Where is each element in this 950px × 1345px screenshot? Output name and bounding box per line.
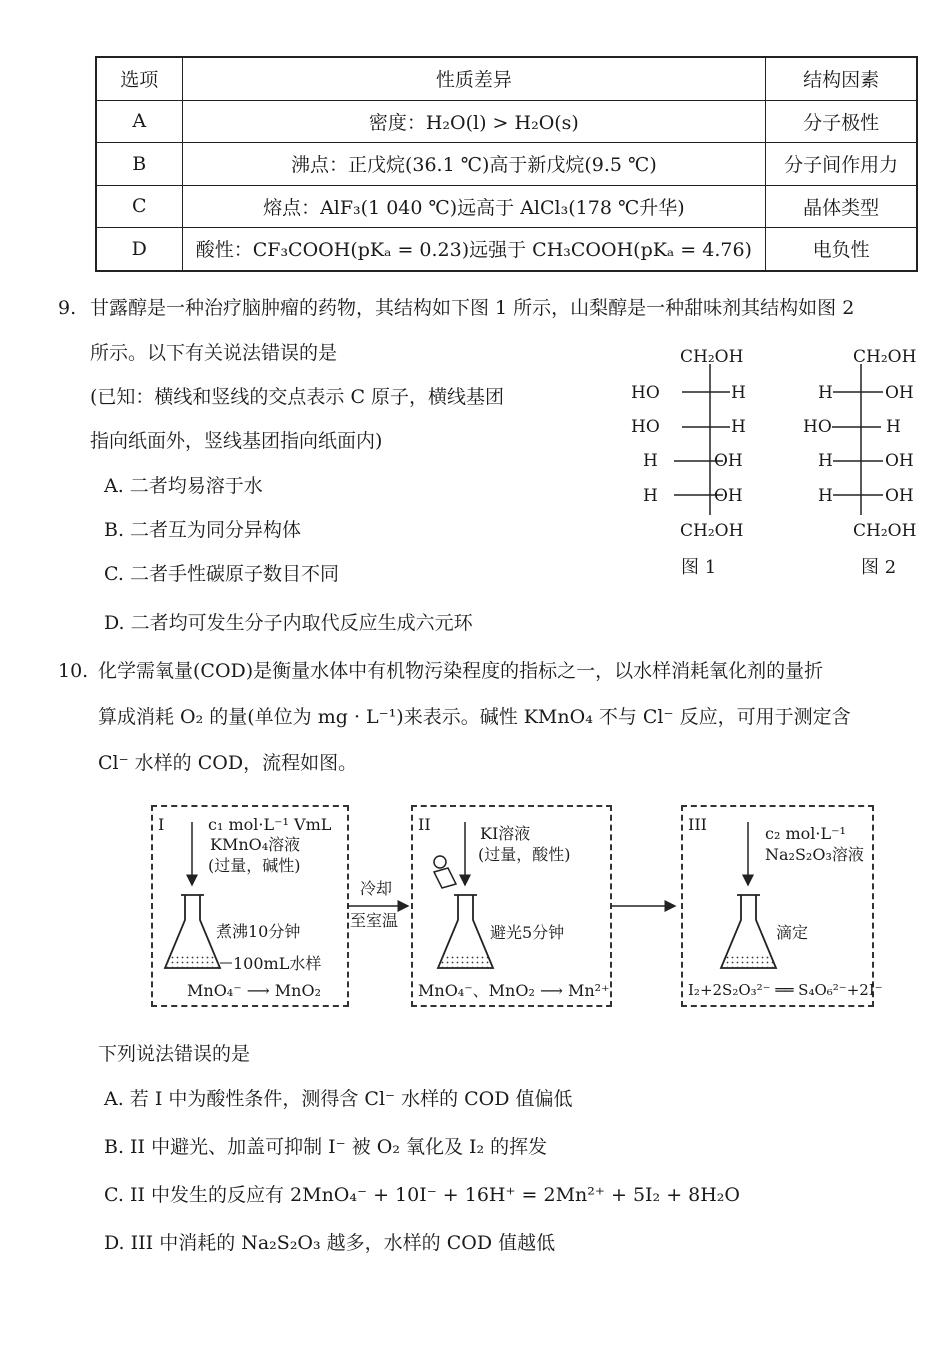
fig2-row2-right: H xyxy=(886,417,901,437)
row-option: A xyxy=(96,100,182,143)
q9-stem-line1: 甘露醇是一种治疗脑肿瘤的药物，其结构如下图 1 所示，山梨醇是一种甜味剂其结构如图 2 xyxy=(90,297,855,319)
fig2-row1-left: H xyxy=(818,383,833,403)
fig1-row4-left: H xyxy=(643,486,658,506)
row-property: 酸性：CF₃COOH(pKₐ = 0.23)远强于 CH₃COOH(pKₐ = 4.76) xyxy=(182,228,766,271)
table-row xyxy=(96,100,917,143)
fig2-bottom-group: CH₂OH xyxy=(853,521,917,541)
fig2-bonds xyxy=(795,340,935,550)
fig1-row1-left: HO xyxy=(631,383,660,403)
box3-reagent-concentration: c₂ mol·L⁻¹ xyxy=(765,824,846,843)
box1-reagent-concentration: c₁ mol·L⁻¹ VmL xyxy=(208,815,332,834)
q9-option-c: C. 二者手性碳原子数目不同 xyxy=(104,563,339,585)
flask-2 xyxy=(438,895,493,968)
row-factor: 电负性 xyxy=(766,228,917,271)
q10-option-d: D. III 中消耗的 Na₂S₂O₃ 越多，水样的 COD 值越低 xyxy=(104,1232,556,1254)
fig2-row4-left: H xyxy=(818,486,833,506)
row-property: 沸点：正戊烷(36.1 ℃)高于新戊烷(9.5 ℃) xyxy=(182,143,766,186)
row-option: C xyxy=(96,185,182,228)
fig1-bottom-group: CH₂OH xyxy=(680,521,744,541)
flask-1 xyxy=(165,895,220,968)
fig2-row2-left: HO xyxy=(803,417,832,437)
box1-reagent-condition: (过量，碱性) xyxy=(208,856,301,875)
q9-option-b: B. 二者互为同分异构体 xyxy=(104,519,302,541)
box2-condition: 避光5分钟 xyxy=(490,923,565,942)
box2-reagent-name: KI溶液 xyxy=(480,824,531,843)
q10-prompt: 下列说法错误的是 xyxy=(98,1043,251,1065)
table-header-row xyxy=(96,57,917,100)
q10-option-b: B. II 中避光、加盖可抑制 I⁻ 被 O₂ 氧化及 I₂ 的挥发 xyxy=(104,1136,548,1158)
fig2-caption: 图 2 xyxy=(861,557,897,578)
arrow1-bottom-label: 至室温 xyxy=(350,911,399,930)
q9-number: 9. xyxy=(58,297,77,319)
fig1-top-group: CH₂OH xyxy=(680,347,744,367)
row-factor: 分子极性 xyxy=(766,100,917,143)
fig2-row3-left: H xyxy=(818,451,833,471)
box1-label: I xyxy=(158,815,165,834)
q9-option-a: A. 二者均易溶于水 xyxy=(104,475,263,497)
row-option: D xyxy=(96,228,182,271)
fig1-caption: 图 1 xyxy=(681,557,717,578)
box2-reaction: MnO₄⁻、MnO₂ ⟶ Mn²⁺ xyxy=(418,981,610,1000)
box3-action: 滴定 xyxy=(776,923,809,942)
box1-reaction: MnO₄⁻ ⟶ MnO₂ xyxy=(187,981,321,1000)
q9-note-line1: (已知：横线和竖线的交点表示 C 原子，横线基团 xyxy=(90,386,505,408)
row-property: 熔点：AlF₃(1 040 ℃)远高于 AlCl₃(178 ℃升华) xyxy=(182,185,766,228)
fig1-row4-right: OH xyxy=(714,486,743,506)
row-factor: 晶体类型 xyxy=(766,185,917,228)
header-option: 选项 xyxy=(96,57,182,100)
box2-reagent-condition: (过量，酸性) xyxy=(478,845,571,864)
flask-3 xyxy=(721,895,776,968)
fig1-row2-left: HO xyxy=(631,417,660,437)
table-row xyxy=(96,228,917,271)
fig2-top-group: CH₂OH xyxy=(853,347,917,367)
q10-option-a: A. 若 I 中为酸性条件，测得含 Cl⁻ 水样的 COD 值偏低 xyxy=(104,1088,573,1110)
box3-reagent-name: Na₂S₂O₃溶液 xyxy=(765,845,864,864)
header-factor: 结构因素 xyxy=(766,57,917,100)
q10-stem-line2: 算成消耗 O₂ 的量(单位为 mg · L⁻¹)来表示。碱性 KMnO₄ 不与 Cl⁻ 反应，可用于测定含 xyxy=(98,706,851,728)
row-property: 密度：H₂O(l) > H₂O(s) xyxy=(182,100,766,143)
q10-number: 10. xyxy=(58,660,89,682)
arrow1-top-label: 冷却 xyxy=(360,879,393,898)
fig2-row1-right: OH xyxy=(885,383,914,403)
box1-reagent-name: KMnO₄溶液 xyxy=(210,835,301,854)
fig1-row3-right: OH xyxy=(714,451,743,471)
row-option: B xyxy=(96,143,182,186)
property-table xyxy=(95,56,918,272)
fig1-bonds xyxy=(620,340,760,550)
fig2-row4-right: OH xyxy=(885,486,914,506)
fig1-row2-right: H xyxy=(731,417,746,437)
q9-stem-line2: 所示。以下有关说法错误的是 xyxy=(90,342,338,364)
fig2-row3-right: OH xyxy=(885,451,914,471)
q10-stem-line1: 化学需氧量(COD)是衡量水体中有机物污染程度的指标之一，以水样消耗氧化剂的量折 xyxy=(98,660,824,682)
box1-sample: 100mL水样 xyxy=(233,954,322,973)
q10-stem-line3: Cl⁻ 水样的 COD，流程如图。 xyxy=(98,752,358,774)
box1-heat-step: 煮沸10分钟 xyxy=(216,922,301,941)
box2-label: II xyxy=(418,815,431,834)
table-row xyxy=(96,185,917,228)
row-factor: 分子间作用力 xyxy=(766,143,917,186)
table-row xyxy=(96,143,917,186)
fig1-row1-right: H xyxy=(731,383,746,403)
box3-label: III xyxy=(688,815,707,834)
q9-option-d: D. 二者均可发生分子内取代反应生成六元环 xyxy=(104,612,473,634)
box3-reaction: I₂+2S₂O₃²⁻ ══ S₄O₆²⁻+2I⁻ xyxy=(688,981,883,999)
fig1-row3-left: H xyxy=(643,451,658,471)
stopper-icon xyxy=(434,856,456,888)
q10-option-c: C. II 中发生的反应有 2MnO₄⁻ + 10I⁻ + 16H⁺ = 2Mn²⁺ + 5I₂ + 8H₂O xyxy=(104,1184,740,1206)
q9-note-line2: 指向纸面外，竖线基团指向纸面内) xyxy=(90,430,383,452)
header-property: 性质差异 xyxy=(182,57,766,100)
